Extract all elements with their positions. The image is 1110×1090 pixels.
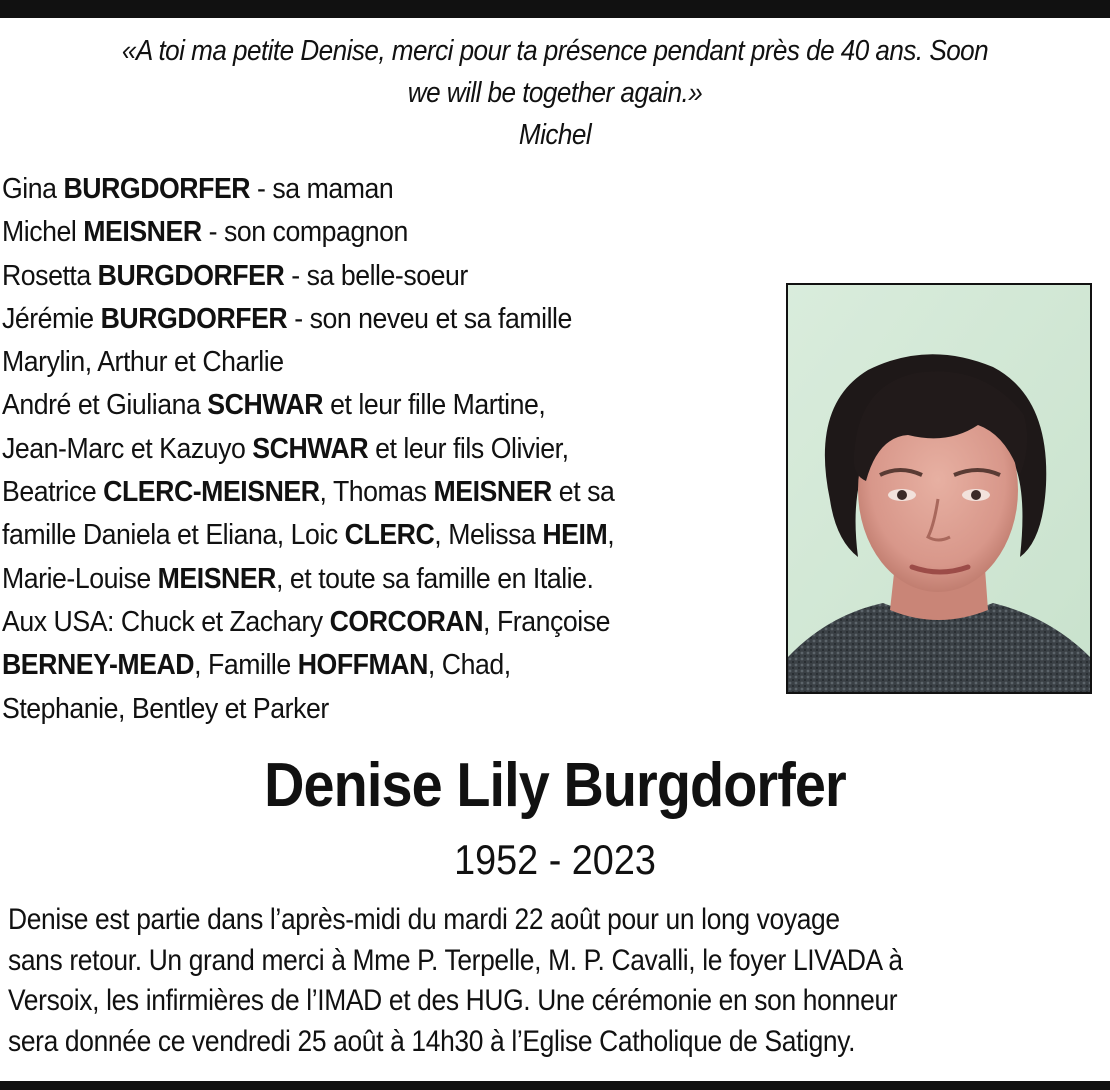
family-surname: SCHWAR: [207, 389, 324, 422]
message-line: Versoix, les infirmières de l’IMAD et des HUG. Une cérémonie en son honneur: [8, 984, 898, 1018]
family-text: , Chad,: [427, 649, 511, 682]
family-text: André et Giuliana: [2, 389, 208, 422]
family-line: [2, 384, 701, 427]
bottom-rule: [0, 1081, 1110, 1090]
family-surname: MEISNER: [83, 216, 202, 249]
family-surname: HOFFMAN: [297, 649, 428, 682]
family-surname: MEISNER: [157, 562, 277, 595]
family-line: [2, 514, 701, 557]
family-surname: BERNEY-MEAD: [2, 649, 195, 682]
message-line: sans retour. Un grand merci à Mme P. Terpelle, M. P. Cavalli, le foyer LIVADA à: [8, 943, 903, 977]
family-surname: BURGDORFER: [63, 173, 251, 205]
family-surname: SCHWAR: [252, 432, 369, 465]
family-line: [2, 558, 701, 601]
family-text: Jérémie: [2, 302, 101, 335]
family-text: Michel: [2, 216, 84, 249]
family-line: [2, 644, 701, 687]
family-text: Marylin, Arthur et Charlie: [2, 346, 284, 379]
family-text: Jean-Marc et Kazuyo: [2, 432, 253, 465]
family-line: [2, 428, 701, 471]
family-text: - son neveu et sa famille: [287, 302, 572, 335]
family-text: Aux USA: Chuck et Zachary: [2, 605, 330, 638]
family-text: et leur fille Martine,: [323, 389, 546, 422]
family-text: famille Daniela et Eliana, Loic: [2, 519, 345, 552]
family-surname: HEIM: [542, 519, 608, 552]
family-text: - sa belle-soeur: [284, 259, 468, 292]
family-text: Marie-Louise: [2, 562, 158, 595]
portrait-image: [788, 285, 1090, 692]
message-line: Denise est partie dans l’après-midi du mardi 22 août pour un long voyage: [8, 903, 840, 936]
family-text: , et toute sa famille en Italie.: [276, 562, 594, 595]
family-line: [2, 471, 701, 514]
family-line: [2, 601, 701, 644]
family-surname: CORCORAN: [329, 605, 484, 638]
family-surname: CLERC: [344, 519, 435, 552]
quote-signature: Michel: [518, 119, 592, 151]
family-surname: BURGDORFER: [100, 302, 288, 335]
dedication-quote: [56, 30, 1055, 156]
family-text: - son compagnon: [201, 216, 408, 249]
family-text: , Melissa: [434, 519, 543, 552]
family-list: [2, 168, 701, 731]
family-text: , Famille: [194, 649, 298, 682]
quote-line-2: we will be together again.»: [407, 77, 703, 109]
family-line: [2, 255, 701, 298]
family-text: et sa: [551, 476, 615, 509]
family-text: Stephanie, Bentley et Parker: [2, 692, 329, 725]
family-text: , Françoise: [483, 605, 610, 638]
quote-line-1: «A toi ma petite Denise, merci pour ta présence pendant près de 40 ans. Soon: [121, 35, 989, 67]
announcement-message: [8, 900, 1108, 1063]
family-line: [2, 211, 701, 254]
top-rule: [0, 0, 1110, 18]
deceased-name: Denise Lily Burgdorfer: [264, 751, 846, 820]
life-years: 1952 - 2023: [454, 836, 656, 883]
family-surname: MEISNER: [433, 476, 552, 509]
family-line: [2, 688, 701, 731]
family-text: Rosetta: [2, 259, 98, 292]
family-line: [2, 168, 701, 211]
message-line: sera donnée ce vendredi 25 août à 14h30 à l’Eglise Catholique de Satigny.: [8, 1025, 856, 1059]
family-text: Beatrice: [2, 476, 104, 509]
family-text: ,: [607, 519, 615, 552]
family-line: [2, 298, 701, 341]
family-text: et leur fils Olivier,: [368, 432, 569, 465]
family-text: , Thomas: [319, 476, 434, 509]
family-line: [2, 341, 701, 384]
portrait-photo: [786, 283, 1092, 694]
family-text: Gina: [2, 173, 64, 205]
family-surname: CLERC-MEISNER: [103, 476, 320, 509]
family-surname: BURGDORFER: [97, 259, 285, 292]
family-text: - sa maman: [250, 173, 394, 205]
